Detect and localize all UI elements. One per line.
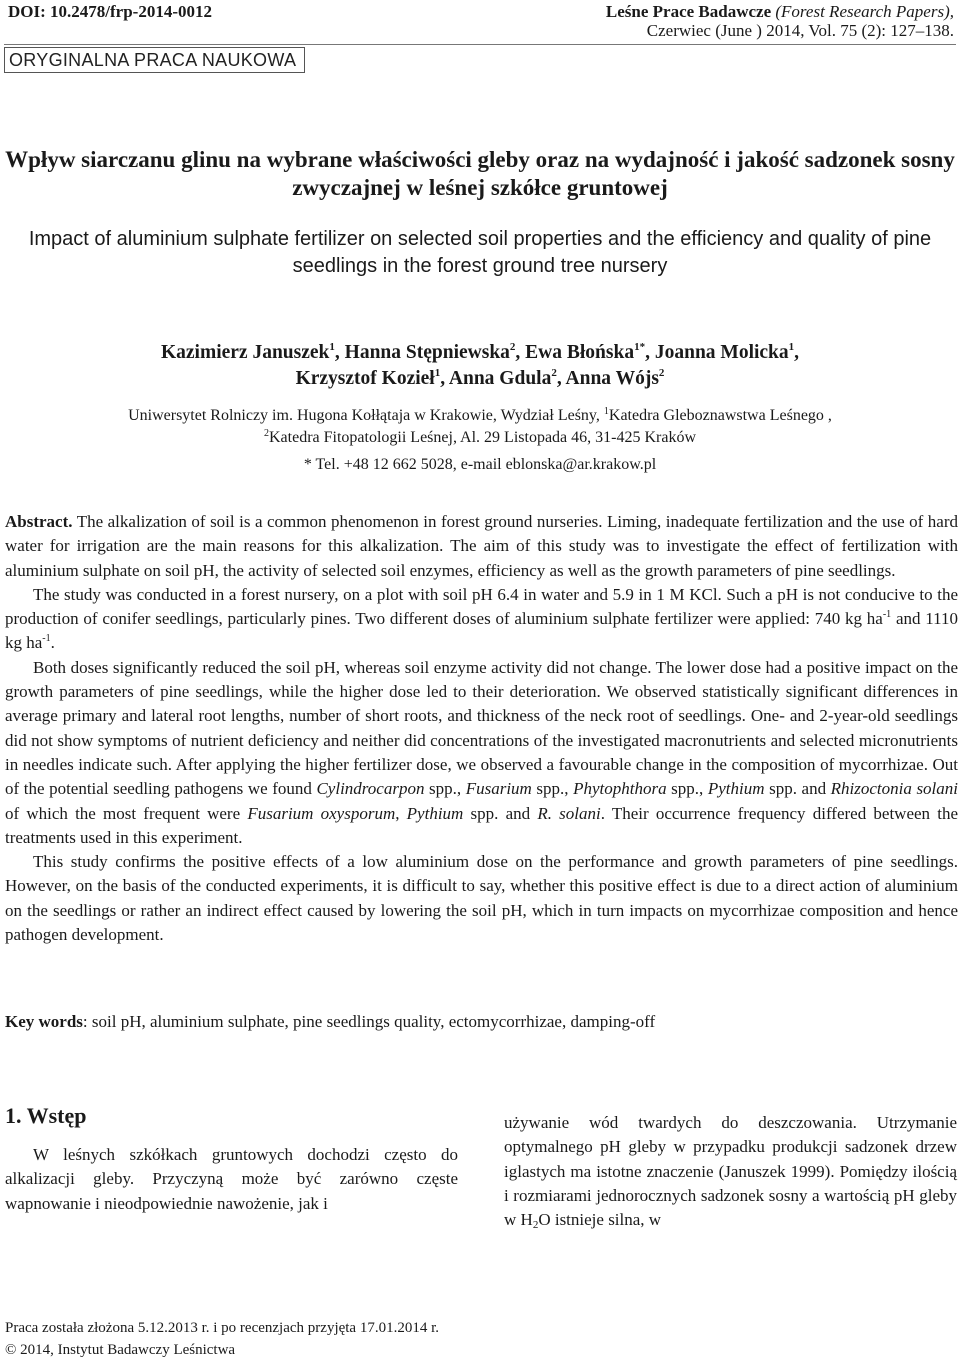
keywords-label: Key words [5, 1012, 83, 1031]
author-name: Anna Gdula [448, 368, 552, 389]
affiliation-department-2: Katedra Fitopatologii Leśnej, Al. 29 Listopada 46, 31-425 Kraków [268, 429, 697, 446]
author-separator: , [440, 368, 449, 389]
affiliation-department-1: Katedra Gleboznawstwa Leśnego , [608, 407, 832, 424]
subscript: 2 [532, 1219, 539, 1232]
keywords [5, 1012, 655, 1032]
author-name: Krzysztof Kozieł [295, 368, 435, 389]
copyright: © 2014, Instytut Badawczy Leśnictwa [5, 1342, 236, 1358]
author-name: Kazimierz Januszek [160, 342, 330, 363]
species-name: Cylindrocarpon [316, 779, 425, 799]
journal-name-en: (Forest Research Papers), [775, 2, 954, 21]
abstract-text: spp., [531, 779, 574, 799]
author-affiliation-mark: 2 [551, 367, 557, 379]
affiliation-mark: 1 [603, 406, 609, 417]
species-name: Fusarium oxysporum [247, 803, 396, 823]
journal-citation [606, 2, 954, 40]
abstract-text: The study was conducted in a forest nursery, on a plot with soil pH 6.4 in water and 5.9 in 1 M KCl. Such a pH is not conducive to the production of conifer seedlings, particularly pines. Two different doses of aluminium sulphate fertilizer were applied: 740 kg ha [5, 584, 958, 629]
right-column [504, 1111, 957, 1232]
species-name: R. solani [537, 803, 601, 823]
abstract-text: of which the most frequent were [5, 803, 248, 823]
author-name: Ewa Błońska [525, 342, 635, 363]
body-text-part: O istnieje silna, w [538, 1210, 662, 1230]
abstract-text: . Their occurrence frequency differed between the treatments used in this experiment. [5, 803, 958, 847]
author-affiliation-mark: 2 [658, 367, 665, 379]
abstract-paragraph [5, 583, 958, 656]
abstract-text: spp., [424, 779, 466, 799]
author-name: Hanna Stępniewska [344, 342, 510, 363]
title-polish: Wpływ siarczanu glinu na wybrane właściwości gleby oraz na wydajność i jakość sadzonek sosny zwyczajnej w leśnej szkółce gruntowej [5, 147, 955, 200]
abstract-label: Abstract. [5, 512, 73, 531]
body-text [504, 1111, 957, 1232]
abstract-text: and 1110 kg ha [5, 609, 958, 653]
author-affiliation-mark: 1 [329, 341, 335, 353]
species-name: Rhizoctonia solani [830, 779, 959, 799]
author-name: Anna Wójs [565, 368, 659, 389]
author-affiliation-mark: 1 [788, 341, 795, 353]
abstract-text: Both doses significantly reduced the soil pH, whereas soil enzyme activity did not change. The lower dose had a positive impact on the growth parameters of pine seedlings, while the higher dose led to their deterioration. We observed statistically significant differences in average primary and lateral root lengths, number of short roots, and thickness of the neck root of seedlings. One- and 2-year-old seedlings did not show symptoms of nutrient deficiency and neither did concentrations of the investigated macronutrients and selected micronutrients in needles indicate such. After applying the higher fertilizer dose, we observed a favourable change in the composition of mycorrhizae. Out of the potential seedling pathogens we found [5, 657, 958, 799]
abstract-text: The alkalization of soil is a common phenomenon in forest ground nurseries. Liming, inadequate fertilization and the use of hard water for irrigation are the main reasons for this alkalization. The aim of this study was to investigate the effect of fertilization with aluminium sulphate on soil pH, the activity of selected soil enzymes, efficiency as well as the growth parameters of pine seedlings. [5, 512, 958, 580]
section-heading: 1. Wstęp [5, 1103, 87, 1128]
title-english: Impact of aluminium sulphate fertilizer on selected soil properties and the efficiency and quality of pine seedlings in the forest ground tree nursery [28, 228, 932, 277]
footer [5, 1317, 439, 1360]
author-separator: , [556, 368, 566, 389]
body-text-part: używanie wód twardych do deszczowania. Utrzymanie optymalnego pH gleby w przypadku produkcji sadzonek drzew iglastych ma istotne znaczenie (Januszek 1999). Pomiędzy ilością i rozmiarami jednorocznych sadzonek sosny a wartością pH gleby w H [504, 1113, 957, 1230]
author-separator: , [794, 342, 800, 363]
abstract-paragraph [5, 510, 958, 583]
abstract-text: . [50, 633, 55, 653]
corresponding-contact: * Tel. +48 12 662 5028, e-mail eblonska@ar.krakow.pl [303, 456, 657, 473]
body-text: W leśnych szkółkach gruntowych dochodzi często do alkalizacji gleby. Przyczyną może być zarówno częste wapnowanie i nieodpowiednie nawożenie, jak i [5, 1145, 458, 1213]
species-name: Pythium [707, 779, 765, 799]
author-name: Joanna Molicka [654, 342, 789, 363]
superscript: -1 [882, 609, 892, 621]
author-separator: , [645, 342, 655, 363]
species-name: Pythium [406, 803, 464, 823]
author-separator: , [515, 342, 526, 363]
superscript: -1 [42, 633, 51, 645]
abstract-text: , [395, 803, 407, 823]
abstract-text: spp. and [764, 779, 831, 799]
article-category: ORYGINALNA PRACA NAUKOWA [4, 47, 305, 73]
abstract-paragraph [5, 656, 958, 850]
abstract-paragraph: This study confirms the positive effects of a low aluminium dose on the performance and growth parameters of pine seedlings. However, on the basis of the conducted experiments, it is difficult to say, whether this positive effect is due to a direct action of aluminium on the seedlings or rather an indirect effect caused by lowering the soil pH, which in turn impacts on mycorrhizae composition and hence pathogen development. [5, 852, 958, 945]
authors [0, 340, 960, 392]
author-affiliation-mark: 2 [509, 341, 516, 353]
submission-dates: Praca została złożona 5.12.2013 r. i po recenzjach przyjęta 17.01.2014 r. [5, 1320, 440, 1336]
header-rule [4, 44, 956, 45]
species-name: Phytophthora [573, 779, 667, 799]
abstract-text: spp. and [463, 803, 538, 823]
affiliation [0, 405, 960, 449]
species-name: Fusarium [465, 779, 532, 799]
journal-issue: Czerwiec (June ) 2014, Vol. 75 (2): 127–138. [646, 21, 954, 40]
keywords-text: : soil pH, aluminium sulphate, pine seedlings quality, ectomycorrhizae, damping-off [82, 1012, 656, 1031]
affiliation-mark: 2 [263, 428, 269, 439]
doi: DOI: 10.2478/frp-2014-0012 [8, 2, 212, 21]
author-affiliation-mark: 1* [634, 341, 646, 353]
affiliation-university: Uniwersytet Rolniczy im. Hugona Kołłątaja w Krakowie, Wydział Leśny, [128, 407, 604, 424]
abstract-text: spp., [666, 779, 708, 799]
left-column [5, 1103, 458, 1216]
author-separator: , [334, 342, 345, 363]
author-affiliation-mark: 1 [434, 367, 441, 379]
abstract [5, 510, 958, 947]
journal-name: Leśne Prace Badawcze [605, 2, 772, 21]
